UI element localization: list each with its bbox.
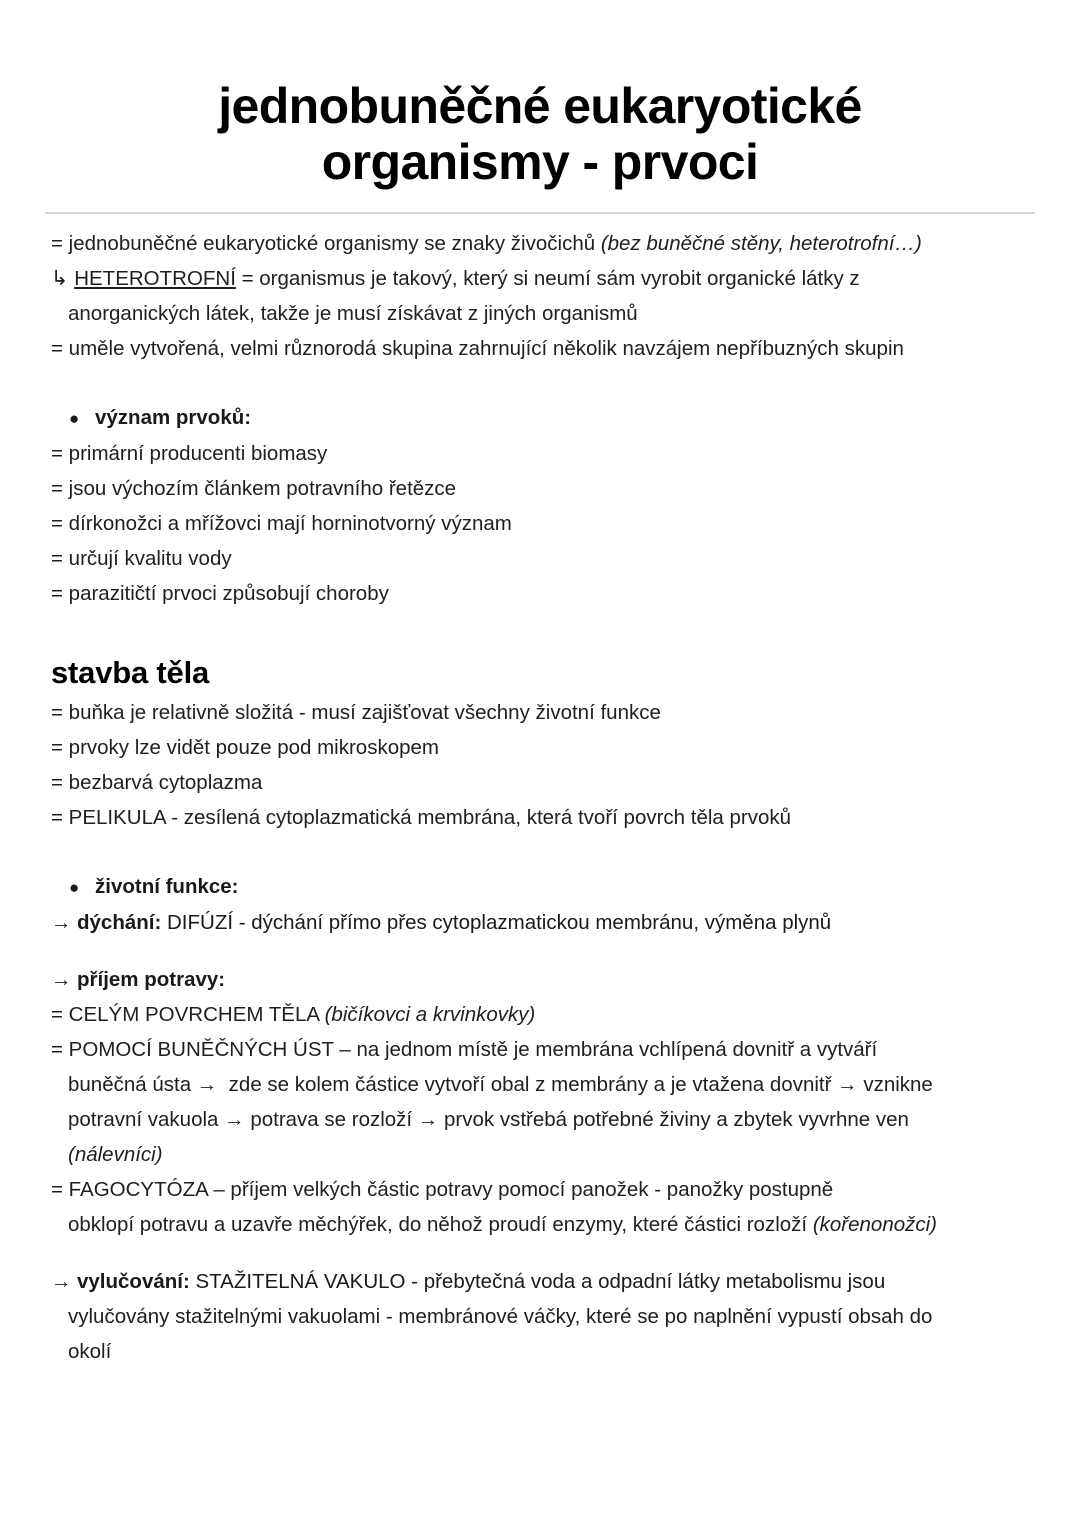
hook-arrow-icon: ↳ <box>51 267 69 290</box>
list-item: = buňka je relativně složitá - musí zajišťovat všechny životní funkce <box>51 701 661 724</box>
heterotrofni-term: HETEROTROFNÍ <box>74 267 236 290</box>
dychani-body <box>77 905 1040 940</box>
zivotni-funkce-heading: životní funkce: <box>95 875 239 898</box>
vyznam-prvoku-block <box>51 400 1040 611</box>
list-item-continuation: buněčná ústa → zde se kolem částice vytvoří obal z membrány a je vtažena dovnitř → vznikne <box>68 1073 933 1096</box>
bullet-dot-icon: ● <box>69 409 80 428</box>
list-item: = prvoky lze vidět pouze pod mikroskopem <box>51 736 439 759</box>
list-item: = primární producenti biomasy <box>51 442 328 465</box>
list-item: = POMOCÍ BUNĚČNÝCH ÚST – na jednom místě je membrána vchlípená dovnitř a vytváří <box>51 1038 878 1061</box>
list-item <box>51 997 1040 1032</box>
list-item: = FAGOCYTÓZA – příjem velkých částic potravy pomocí panožek - panožky postupně <box>51 1178 834 1201</box>
right-arrow-icon: → <box>51 911 72 934</box>
vylucovani-label: vylučování: <box>77 1270 190 1293</box>
prijem-potravy-body <box>77 962 1040 997</box>
celym-povrchem-text: = CELÝM POVRCHEM TĚLA <box>51 1003 325 1026</box>
spacer <box>51 611 1040 651</box>
heterotrofni-continuation: anorganických látek, takže je musí získávat z jiných organismů <box>68 302 638 325</box>
section-heading-stavba-tela: stavba těla <box>51 655 210 690</box>
spacer <box>51 835 1040 869</box>
list-item: = parazitičtí prvoci způsobují choroby <box>51 582 389 605</box>
dychani-text: DIFÚZÍ - dýchání přímo přes cytoplazmatickou membránu, výměna plynů <box>161 911 832 934</box>
right-arrow-icon: → <box>51 1270 72 1293</box>
page-title-line-1: jednobuněčné eukaryotické <box>218 78 862 134</box>
intro-group-line: = uměle vytvořená, velmi různorodá skupina zahrnující několik navzájem nepříbuzných skupin <box>51 337 904 360</box>
list-item: = určují kvalitu vody <box>51 547 232 570</box>
list-item-continuation: potravní vakuola → potrava se rozloží → prvok vstřebá potřebné živiny a zbytek vyvrhne ven <box>68 1108 909 1131</box>
spacer <box>51 366 1040 400</box>
list-item-continuation <box>51 1207 1040 1242</box>
heterotrofni-body <box>74 261 1040 296</box>
spacer <box>51 1242 1040 1264</box>
page-title-line-2: organismy - prvoci <box>321 134 759 190</box>
zivotni-funkce-block <box>51 869 1040 1369</box>
list-item: = jsou výchozím článkem potravního řetězce <box>51 477 457 500</box>
vylucovani-text: STAŽITELNÁ VAKULO - přebytečná voda a odpadní látky metabolismu jsou <box>189 1270 886 1293</box>
heterotrofni-rest: = organismus je takový, který si neumí sám vyrobit organické látky z <box>235 267 860 290</box>
prijem-potravy-row <box>51 962 1040 997</box>
heterotrofni-sub-definition <box>51 261 1040 296</box>
spacer <box>51 940 1040 962</box>
page-title <box>0 0 1080 190</box>
intro-definition-text: = jednobuněčné eukaryotické organismy se znaky živočichů <box>51 232 601 255</box>
celym-povrchem-note: (bičíkovci a krvinkovky) <box>324 1003 536 1026</box>
document-body <box>0 214 1080 1369</box>
vyznam-prvoku-heading-row <box>51 400 1040 436</box>
zivotni-funkce-heading-row <box>51 869 1040 905</box>
prijem-potravy-label: příjem potravy: <box>77 968 226 991</box>
right-arrow-icon: → <box>51 968 72 991</box>
vylucovani-continuation-2: okolí <box>68 1340 112 1363</box>
list-item-continuation-note: (nálevníci) <box>68 1143 163 1166</box>
intro-definition-note: (bez buněčné stěny, heterotrofní…) <box>600 232 922 255</box>
intro-block <box>51 226 1040 366</box>
vylucovani-row <box>51 1264 1040 1299</box>
dychani-label: dýchání: <box>77 911 162 934</box>
vylucovani-body <box>77 1264 1040 1299</box>
fagocytoza-text: obklopí potravu a uzavře měchýřek, do něhož proudí enzymy, které částici rozloží <box>68 1213 813 1236</box>
list-item: = dírkonožci a mřížovci mají horninotvorný význam <box>51 512 512 535</box>
bullet-dot-icon: ● <box>69 878 80 897</box>
stavba-tela-block <box>51 651 1040 835</box>
fagocytoza-note: (kořenonožci) <box>812 1213 938 1236</box>
vylucovani-continuation-1: vylučovány stažitelnými vakuolami - membránové váčky, které se po naplnění vypustí obsah do <box>68 1305 933 1328</box>
list-item: = bezbarvá cytoplazma <box>51 771 263 794</box>
dychani-row <box>51 905 1040 940</box>
intro-definition-line <box>51 226 1040 261</box>
list-item: = PELIKULA - zesílená cytoplazmatická membrána, která tvoří povrch těla prvoků <box>51 806 792 829</box>
vyznam-prvoku-heading: význam prvoků: <box>95 406 252 429</box>
